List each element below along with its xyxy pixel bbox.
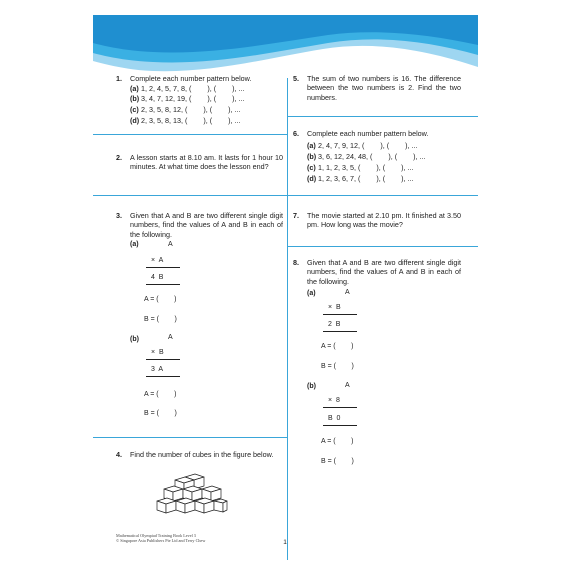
q3b-answer-a: A = ( ) bbox=[144, 391, 177, 398]
multiplication-line bbox=[323, 314, 357, 315]
question-number: 6. bbox=[293, 129, 299, 138]
q1-part-b: (b) 3, 4, 7, 12, 19, ( ), ( ), ... bbox=[130, 94, 245, 103]
question-5 bbox=[293, 74, 461, 102]
question-text: Given that A and B are two different single digit numbers, find the values of A and B in each of the following. bbox=[307, 258, 461, 286]
header-banner bbox=[93, 15, 478, 77]
footer-credits bbox=[116, 533, 205, 543]
q6-part-c: (c) 1, 1, 2, 3, 5, ( ), ( ), ... bbox=[307, 163, 414, 172]
q8a-answer-b: B = ( ) bbox=[321, 363, 354, 370]
footer-book-title: Mathematical Olympiad Training Book Level 3 bbox=[116, 533, 196, 538]
question-6 bbox=[293, 129, 461, 138]
question-text: Find the number of cubes in the figure below. bbox=[130, 450, 274, 459]
question-7 bbox=[293, 211, 461, 230]
column-divider bbox=[287, 78, 288, 560]
q3a-answer-a: A = ( ) bbox=[144, 296, 177, 303]
question-text: A lesson starts at 8.10 am. It lasts for 1 hour 10 minutes. At what time does the lesson end? bbox=[130, 153, 283, 172]
multiplication-line bbox=[323, 425, 357, 426]
q8-part-a-label: (a) bbox=[307, 290, 316, 297]
question-number: 8. bbox=[293, 258, 299, 267]
q6-part-d: (d) 1, 2, 3, 6, 7, ( ), ( ), ... bbox=[307, 174, 414, 183]
question-text: Complete each number pattern below. bbox=[307, 129, 429, 138]
q6-part-b: (b) 3, 6, 12, 24, 48, ( ), ( ), ... bbox=[307, 152, 426, 161]
divider-right-1 bbox=[287, 116, 478, 117]
multiplication-line bbox=[146, 284, 180, 285]
q8a-answer-a: A = ( ) bbox=[321, 343, 354, 350]
q3a-answer-b: B = ( ) bbox=[144, 316, 177, 323]
q8b-answer-b: B = ( ) bbox=[321, 458, 354, 465]
question-text: Given that A and B are two different single digit numbers, find the values of A and B in each of the following. bbox=[130, 211, 283, 239]
question-number: 2. bbox=[116, 153, 122, 162]
divider-left-3 bbox=[93, 437, 287, 438]
divider-left-1 bbox=[93, 134, 287, 135]
worksheet-page: 1. Complete each number pattern below. (a) 1, 2, 4, 5, 7, 8, ( ), ( ), ... (b) 3, 4, 7, 12, 19, ( ), ( ), ... (c) 2, 3, 5, 8, 12, ( ), ( ), ... (d) 2, 3, 5, 8, 13, ( ), ( ), ... 2. A lesson starts at 8.10 am. It lasts for 1 hour 10 minutes. At what time does the lesson end? 3. Given that A and B are two different single digit numbers, find the values of A and B in each of the following. (a) A × A 4 B A = ( ) B = ( ) (b) A × B 3 A A = ( ) B = ( ) 4. Find the number of cubes in the figure below. 5. The sum of two numbers is 16. The difference between the two numbers is 2. Find the two numbers. 6. Complete each number pattern below. (a) 2, 4, 7, 9, 12, ( ), ( ), ... (b) 3, 6, 12, 24, 48, ( ), ( ), ... (c) 1, 1, 2, 3, 5, ( ), ( ), ... (d) 1, 2, 3, 6, 7, ( ), ( ), ... 7. The movie started at 2.10 pm. It finished at 3.50 pm. How long was the movie? 8. Given that A and B are two different single digit numbers, find the values of A and B in each of the following. (a) A × B 2 B A = ( ) B = ( ) (b) A × 8 B 0 A = ( ) B = ( ) Mathematical Olympiad Training Book Level 3 © Singapore Asia Publishers Pte Ltd and Terry Chew 1 bbox=[93, 15, 478, 560]
multiplication-line bbox=[146, 267, 180, 268]
page-number: 1 bbox=[283, 539, 287, 546]
q3b-answer-b: B = ( ) bbox=[144, 410, 177, 417]
q1-part-a: (a) 1, 2, 4, 5, 7, 8, ( ), ( ), ... bbox=[130, 84, 245, 93]
question-text: Complete each number pattern below. bbox=[130, 74, 252, 83]
question-text: The sum of two numbers is 16. The difference between the two numbers is 2. Find the two numbers. bbox=[307, 74, 461, 102]
multiplication-line bbox=[146, 376, 180, 377]
q1-part-c: (c) 2, 3, 5, 8, 12, ( ), ( ), ... bbox=[130, 105, 241, 114]
stacked-cubes-figure bbox=[155, 473, 229, 521]
question-8 bbox=[293, 258, 461, 286]
question-number: 1. bbox=[116, 74, 122, 83]
footer-copyright: © Singapore Asia Publishers Pte Ltd and Terry Chew bbox=[116, 538, 206, 543]
question-2 bbox=[116, 153, 283, 172]
question-1 bbox=[116, 74, 281, 83]
divider-left-2 bbox=[93, 195, 287, 196]
multiplication-line bbox=[323, 331, 357, 332]
q3-part-b-label: (b) bbox=[130, 336, 139, 343]
multiplication-line bbox=[146, 359, 180, 360]
multiplication-line bbox=[323, 407, 357, 408]
question-number: 5. bbox=[293, 74, 299, 83]
q6-part-a: (a) 2, 4, 7, 9, 12, ( ), ( ), ... bbox=[307, 141, 418, 150]
question-number: 7. bbox=[293, 211, 299, 220]
question-3 bbox=[116, 211, 283, 239]
question-number: 4. bbox=[116, 450, 122, 459]
question-number: 3. bbox=[116, 211, 122, 220]
q3-part-a-label: (a) bbox=[130, 241, 139, 248]
question-4 bbox=[116, 450, 283, 459]
q8-part-b-label: (b) bbox=[307, 383, 316, 390]
question-text: The movie started at 2.10 pm. It finished at 3.50 pm. How long was the movie? bbox=[307, 211, 461, 230]
divider-right-3 bbox=[287, 246, 478, 247]
q1-part-d: (d) 2, 3, 5, 8, 13, ( ), ( ), ... bbox=[130, 116, 241, 125]
q8b-answer-a: A = ( ) bbox=[321, 438, 354, 445]
divider-right-2 bbox=[287, 195, 478, 196]
